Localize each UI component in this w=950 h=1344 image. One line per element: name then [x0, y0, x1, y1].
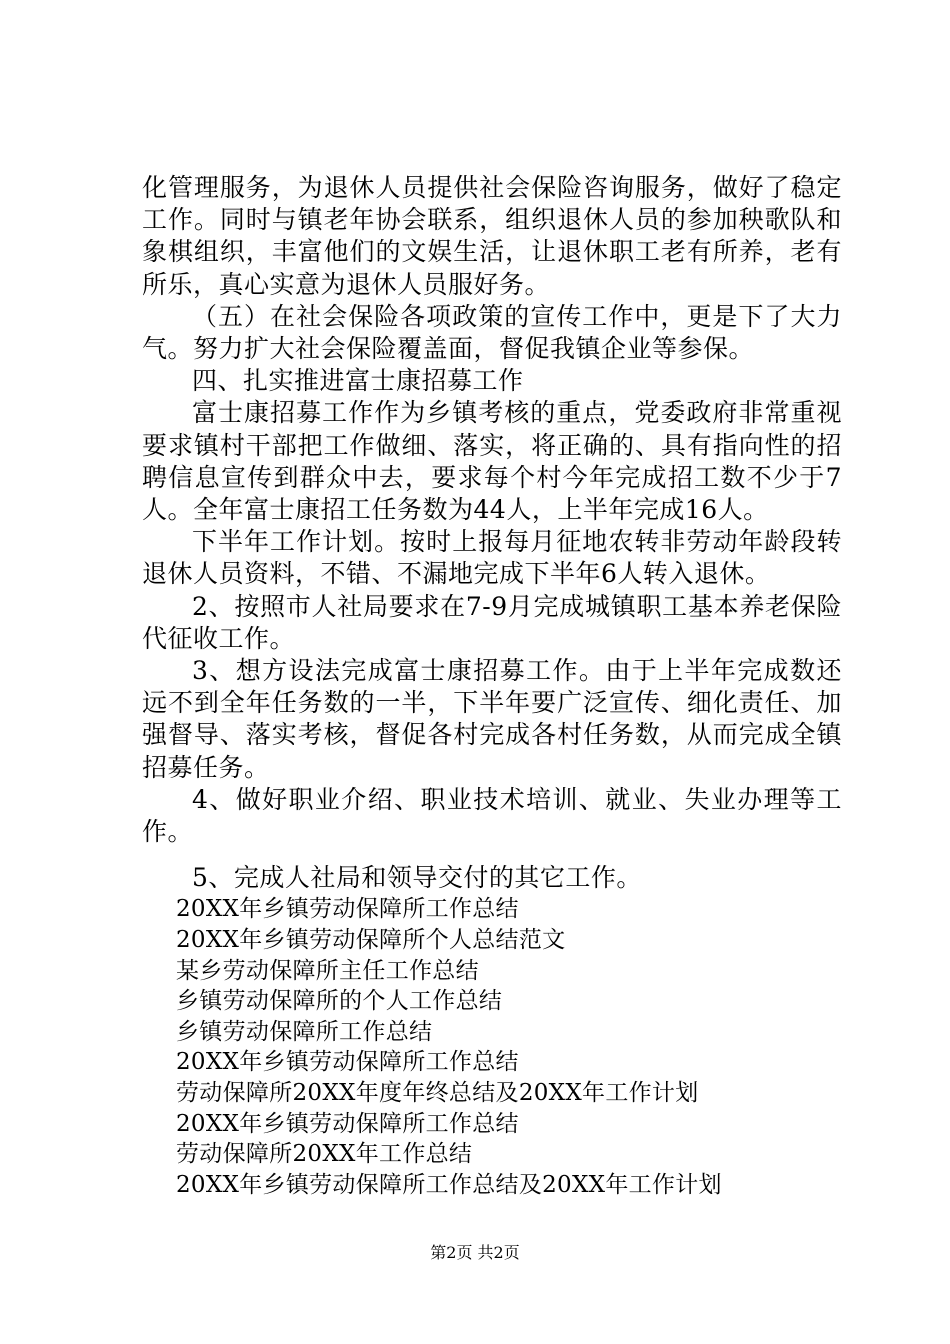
related-article-4: 乡镇劳动保障所的个人工作总结	[176, 988, 503, 1015]
related-article-2: 20XX年乡镇劳动保障所个人总结范文	[176, 927, 566, 954]
related-article-8: 20XX年乡镇劳动保障所工作总结	[176, 1110, 519, 1137]
related-article-6: 20XX年乡镇劳动保障所工作总结	[176, 1049, 519, 1076]
plan-item-3: 3、想方设法完成富士康招募工作。由于上半年完成数还远不到全年任务数的一半，下半年要广泛宣传、细化责任、加强督导、落实考核，督促各村完成各村任务数，从而完成全镇招募任务。	[142, 656, 842, 782]
related-article-9: 劳动保障所20XX年工作总结	[176, 1141, 473, 1168]
related-article-5: 乡镇劳动保障所工作总结	[176, 1018, 433, 1045]
body-paragraph-1: 化管理服务，为退休人员提供社会保险咨询服务，做好了稳定工作。同时与镇老年协会联系，组织退休人员的参加秧歌队和象棋组织，丰富他们的文娱生活，让退休职工老有所养，老有所乐，真心实意为退休人员服好务。	[142, 173, 842, 299]
related-articles-list	[142, 894, 842, 1200]
page-footer	[0, 1243, 950, 1263]
page-number-indicator: 第2页 共2页	[430, 1243, 520, 1262]
body-paragraph-3: 富士康招募工作作为乡镇考核的重点，党委政府非常重视要求镇村干部把工作做细、落实，将正确的、具有指向性的招聘信息宣传到群众中去，要求每个村今年完成招工数不少于7人。全年富士康招工任务数为44人，上半年完成16人。	[142, 398, 842, 525]
related-article-10: 20XX年乡镇劳动保障所工作总结及20XX年工作计划	[176, 1171, 722, 1198]
plan-item-2: 2、按照市人社局要求在7-9月完成城镇职工基本养老保险代征收工作。	[142, 591, 842, 653]
related-article-1: 20XX年乡镇劳动保障所工作总结	[176, 896, 519, 923]
plan-item-5: 5、完成人社局和领导交付的其它工作。	[192, 863, 642, 893]
body-paragraph-2: （五）在社会保险各项政策的宣传工作中，更是下了大力气。努力扩大社会保险覆盖面，督促我镇企业等参保。	[142, 301, 842, 364]
related-article-7: 劳动保障所20XX年度年终总结及20XX年工作计划	[176, 1080, 699, 1107]
plan-item-4: 4、做好职业介绍、职业技术培训、就业、失业办理等工作。	[142, 784, 842, 847]
document-body	[142, 172, 842, 1200]
section-heading-4: 四、扎实推进富士康招募工作	[192, 366, 524, 396]
related-article-3: 某乡劳动保障所主任工作总结	[176, 957, 479, 984]
body-paragraph-4: 下半年工作计划。按时上报每月征地农转非劳动年龄段转退休人员资料，不错、不漏地完成下半年6人转入退休。	[142, 527, 842, 589]
